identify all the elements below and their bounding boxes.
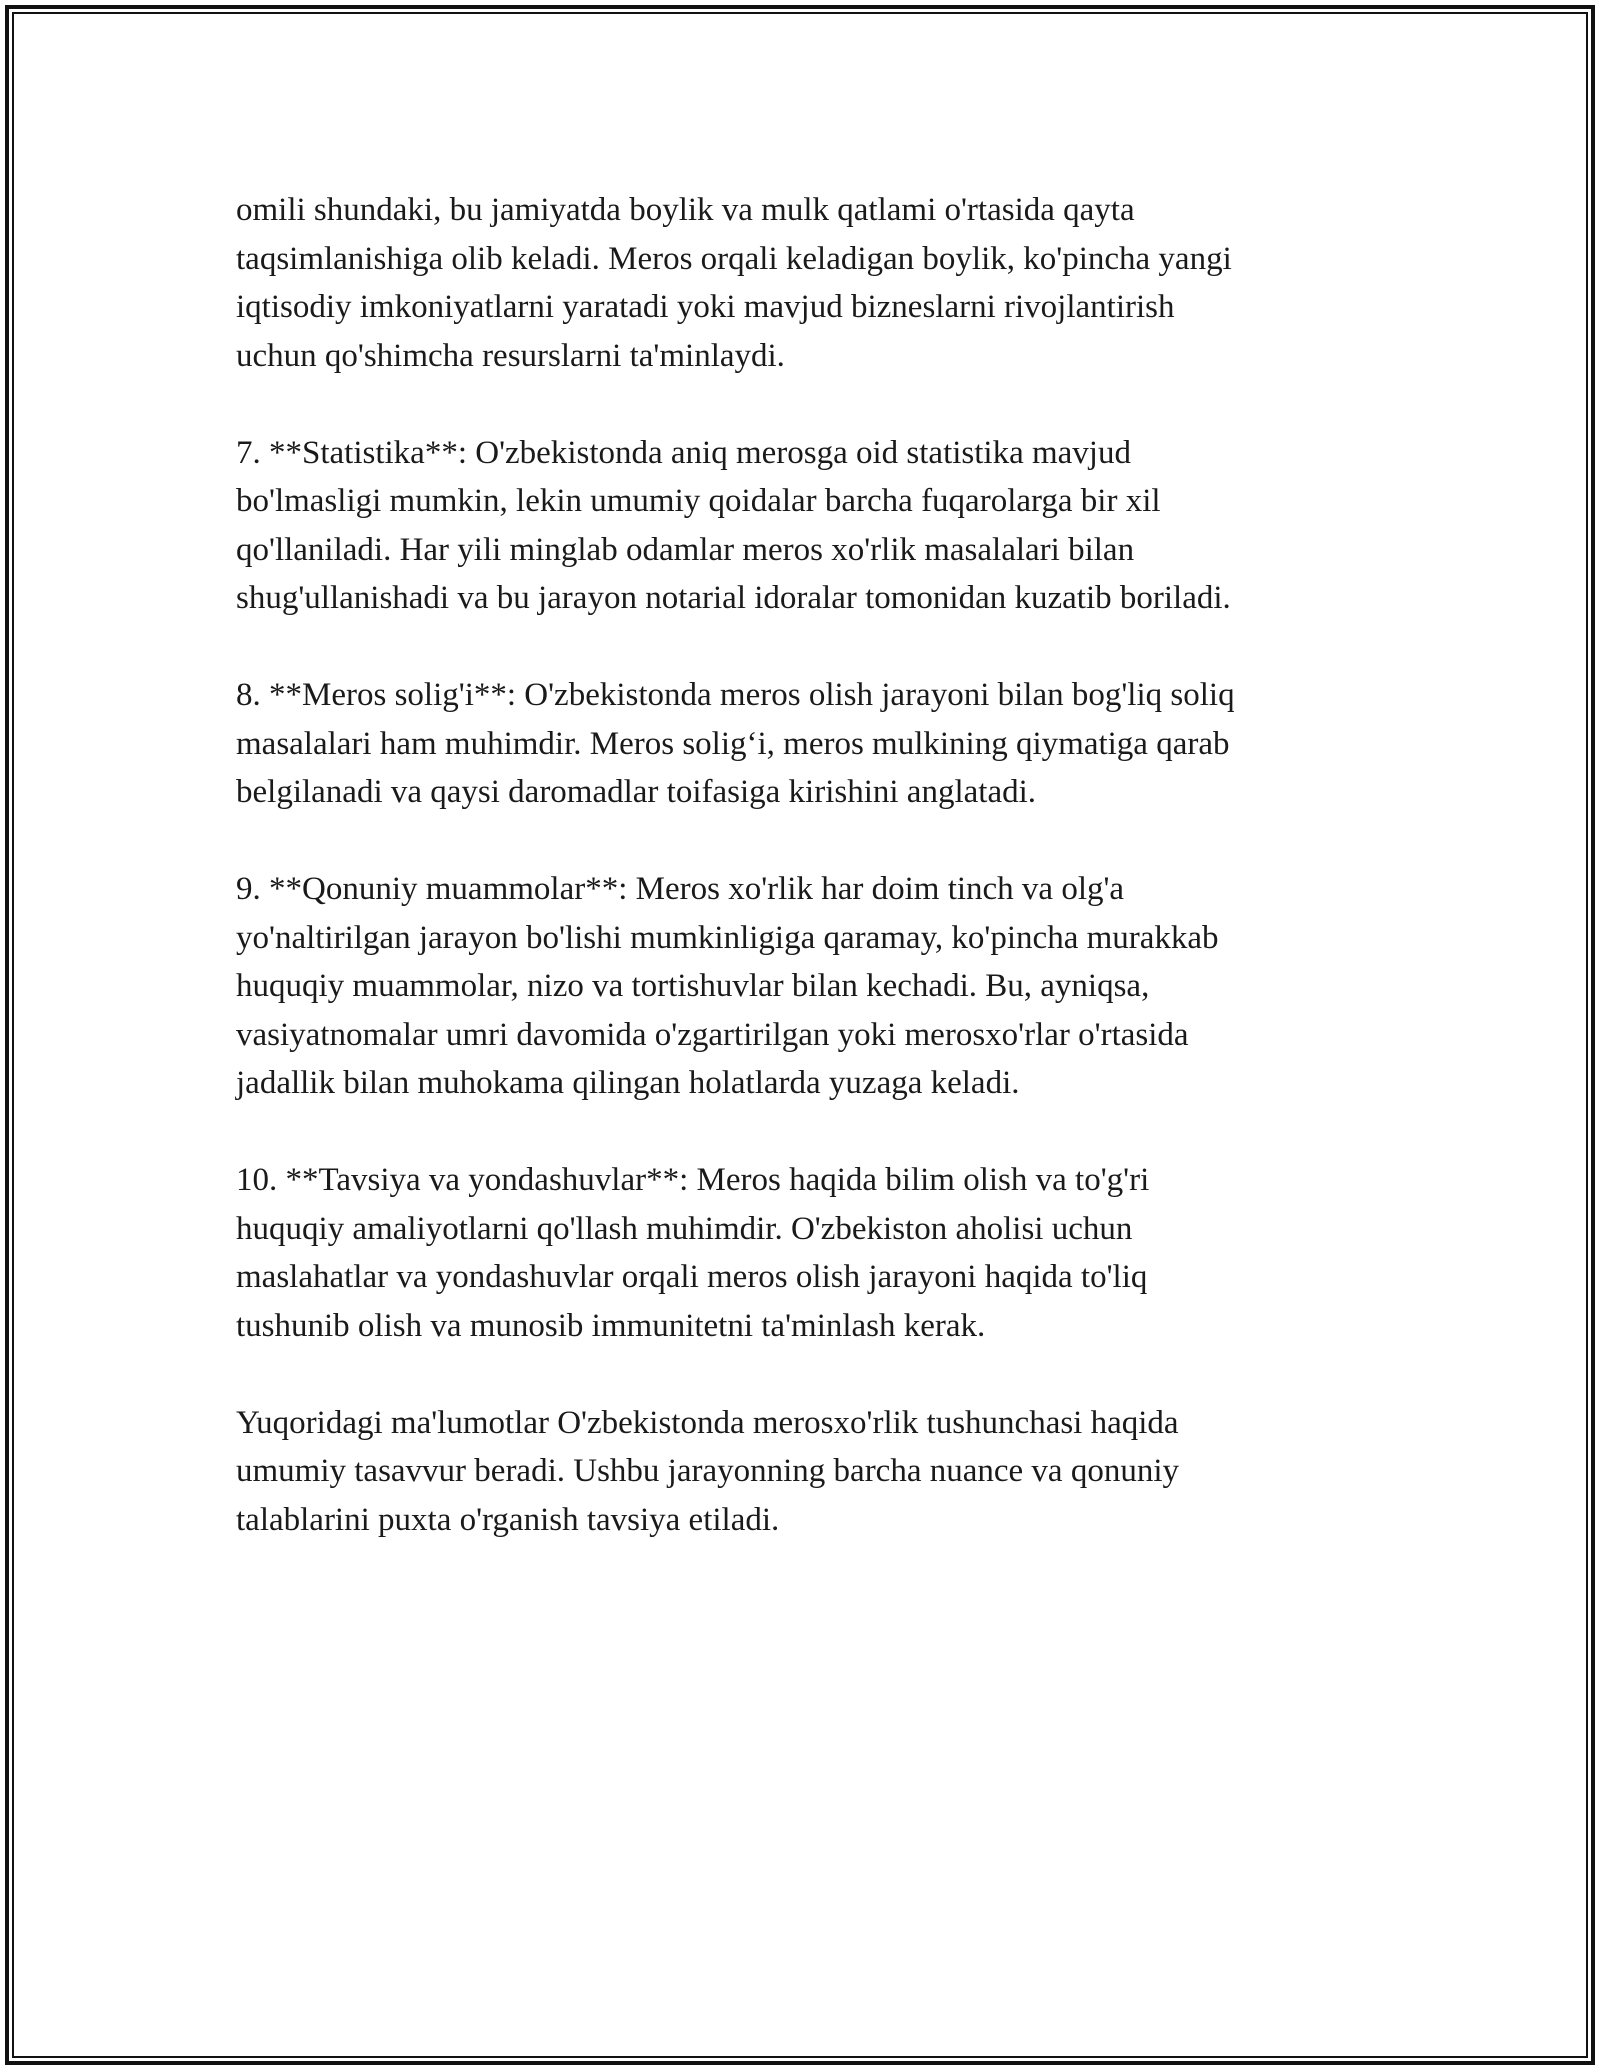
paragraph-continuation: omili shundaki, bu jamiyatda boylik va mulk qatlami o'rtasida qayta taqsimlanishiga olib keladi. Meros orqali keladigan boylik, ko'pincha yangi iqtisodiy imkoniyatlarni yaratadi yoki mavjud bizneslarni rivojlantirish uchun qo'shimcha resurslarni ta'minlaydi.: [236, 192, 1232, 374]
paragraph-meros-soligi: 8. **Meros solig'i**: O'zbekistonda meros olish jarayoni bilan bog'liq soliq masalalari ham muhimdir. Meros solig‘i, meros mulkining qiymatiga qarab belgilanadi va qaysi daromadlar toifasiga kirishini anglatadi.: [236, 677, 1235, 810]
paragraph-conclusion: Yuqoridagi ma'lumotlar O'zbekistonda merosxo'rlik tushunchasi haqida umumiy tasavvur beradi. Ushbu jarayonning barcha nuance va qonuniy talablarini puxta o'rganish tavsiya etiladi.: [236, 1404, 1179, 1538]
document-body: [236, 186, 1366, 1544]
paragraph-statistika: 7. **Statistika**: O'zbekistonda aniq merosga oid statistika mavjud bo'lmasligi mumkin, lekin umumiy qoidalar barcha fuqarolarga bir xil qo'llaniladi. Har yili minglab odamlar meros xo'rlik masalalari bilan shug'ullanishadi va bu jarayon notarial idoralar tomonidan kuzatib boriladi.: [236, 434, 1231, 616]
paragraph-qonuniy-muammolar: 9. **Qonuniy muammolar**: Meros xo'rlik har doim tinch va olg'a yo'naltirilgan jarayon bo'lishi mumkinligiga qaramay, ko'pincha murakkab huquqiy muammolar, nizo va tortishuvlar bilan kechadi. Bu, ayniqsa, vasiyatnomalar umri davomida o'zgartirilgan yoki merosxo'rlar o'rtasida jadallik bilan muhokama qilingan holatlarda yuzaga keladi.: [236, 871, 1219, 1101]
paragraph-tavsiya: 10. **Tavsiya va yondashuvlar**: Meros haqida bilim olish va to'g'ri huquqiy amaliyotlarni qo'llash muhimdir. O'zbekiston aholisi uchun maslahatlar va yondashuvlar orqali meros olish jarayoni haqida to'liq tushunib olish va munosib immunitetni ta'minlash kerak.: [236, 1162, 1150, 1344]
